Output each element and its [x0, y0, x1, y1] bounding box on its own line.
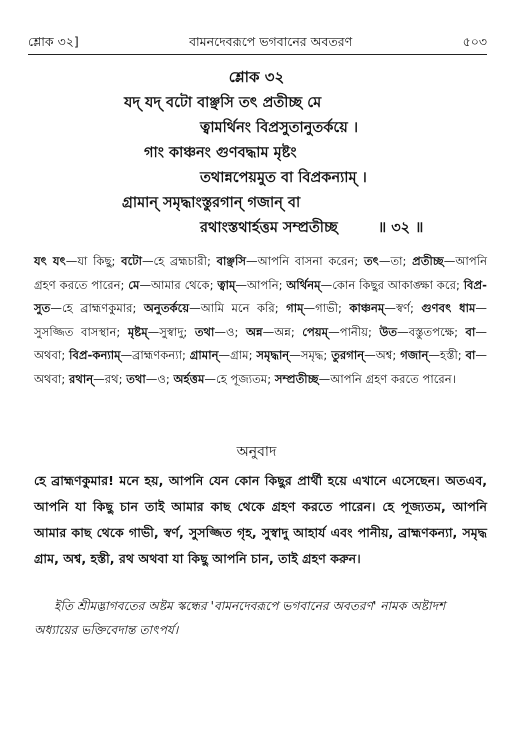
synonym-meaning: —হস্তী; — [428, 348, 466, 363]
synonym-word: যৎ যৎ — [34, 254, 66, 268]
synonym-meaning: —হে পূজ্যতম; — [204, 371, 275, 386]
header-rule — [28, 54, 487, 55]
synonym-meaning: —ও; — [214, 324, 246, 339]
verse-line-3: গাং কাঞ্চনং গুণবদ্ধাম মৃষ্টং — [144, 145, 297, 161]
synonym-word: অন্ন — [245, 324, 263, 339]
verse-line-5: গ্রামান্ সমৃদ্ধাংস্তুরগান্ গজান্ বা — [122, 195, 301, 211]
synonym-meaning: —সমৃদ্ধ; — [289, 348, 332, 363]
synonym-word: কাঞ্চনম্ — [349, 301, 385, 316]
synonym-word: গাম্ — [286, 301, 304, 316]
synonym-meaning: —অথবা; — [34, 348, 487, 386]
translation-text: হে ব্রাহ্মণকুমার! মনে হয়, আপনি যেন কোন কিছুর প্রার্থী হয়ে এখানে এসেছেন। অতএব, আপনি যা কিছু চান তাই আমার কাছ থেকে গ্রহণ করতে পারেন। হে পূজ্যতম, আপনি আমার কাছ থেকে গাভী, স্বর্ণ, সুসজ্জিত গৃহ, সুস্বাদু আহার্য এবং পানীয়, ব্রাহ্মণকন্যা, সমৃদ্ধ গ্রাম, অশ্ব, হস্তী, রথ অথবা যা কিছু আপনি চান, তাই গ্রহণ করুন। — [34, 473, 487, 566]
synonym-word: তৎ — [363, 254, 379, 268]
synonym-word: তুরগান্ — [331, 348, 365, 363]
synonym-word: মে — [128, 277, 140, 292]
synonym-meaning: —অশ্ব; — [364, 348, 401, 363]
synonym-word: সমৃদ্ধান্ — [256, 348, 290, 363]
word-for-word-synonyms — [34, 250, 487, 392]
synonym-meaning: —পানীয়; — [328, 324, 380, 339]
translation-heading: অনুবাদ — [236, 444, 277, 460]
synonym-meaning: —কোন কিছুর আকাঙ্ক্ষা করে; — [320, 277, 464, 292]
header-chapter-title: বামনদেবরূপে ভগবানের অবতরণ — [189, 34, 353, 49]
running-header — [28, 34, 487, 54]
synonym-word: তথা — [194, 324, 215, 339]
synonym-meaning: —আপনি গ্রহণ করতে পারেন; — [34, 254, 488, 292]
synonym-word: অর্থিনম্ — [286, 277, 321, 292]
synonym-meaning: —আপনি গ্রহণ করতে পারেন। — [318, 371, 456, 386]
synonym-meaning: —ও; — [145, 371, 174, 386]
synonym-word: উত — [379, 324, 398, 339]
synonym-meaning: —যা কিছু; — [65, 254, 122, 268]
synonym-meaning: —রথ; — [93, 371, 127, 386]
synonym-word: ত্বাম্ — [217, 277, 236, 292]
synonym-word: গজান্ — [400, 348, 429, 363]
verse-line-1: যদ্ যদ্ বটো বাঞ্ছসি তৎ প্রতীচ্ছ মে — [124, 95, 322, 111]
synonym-meaning: —গাভী; — [303, 301, 350, 316]
synonym-word: বা — [465, 324, 476, 339]
synonym-word: প্রতীচ্ছ — [412, 254, 444, 268]
synonym-word: বা — [465, 348, 476, 363]
verse-line-4: তথান্নপেয়মুত বা বিপ্রকন্যাম্ । — [200, 170, 367, 186]
synonym-meaning: —আমার থেকে; — [139, 277, 218, 292]
synonym-meaning: —হে ব্রাহ্মণকুমার; — [50, 301, 144, 316]
synonym-meaning: —গ্রাম; — [218, 348, 257, 363]
header-verse-ref: শ্লোক ৩২] — [28, 34, 79, 49]
synonym-word: বিপ্র-সুত — [34, 277, 487, 316]
synonym-word: পেয়ম্ — [302, 324, 329, 339]
synonym-word: গুণবৎ ধাম — [421, 301, 476, 316]
synonym-meaning: —অথবা; — [34, 324, 487, 363]
synonym-word: অর্হত্তম — [173, 371, 205, 386]
synonym-word: গ্রামান্ — [189, 348, 219, 363]
synonym-meaning: —আপনি বাসনা করেন; — [245, 254, 364, 268]
synonym-meaning: —অন্ন; — [262, 324, 303, 339]
chapter-end-note: ইতি শ্রীমদ্ভাগবতের অষ্টম স্কন্ধের 'বামনদেবরূপে ভগবানের অবতরণ' নামক অষ্টাদশ অধ্যায়ের ভক্তিবেদান্ত তাৎপর্য। — [34, 599, 446, 637]
synonym-word: সম্প্রতীচ্ছ — [274, 371, 319, 386]
synonym-word: বটো — [121, 254, 142, 268]
verse-line-2: ত্বামর্থিনং বিপ্রসুতানুতর্কয়ে । — [200, 120, 359, 136]
page-number: ৫০৩ — [462, 34, 487, 49]
synonym-word: রথান্ — [68, 371, 94, 386]
synonym-meaning: —আমি মনে করি; — [189, 301, 287, 316]
synonym-meaning: —ব্রাহ্মণকন্যা; — [120, 348, 190, 363]
sanskrit-verse — [0, 92, 513, 242]
synonym-meaning: —সুস্বাদু; — [147, 324, 195, 339]
verse-number: ॥ ৩২ ॥ — [378, 220, 424, 236]
verse-line-6: রথাংস্তথার্হত্তম সম্প্রতীচ্ছ — [200, 220, 338, 236]
synonym-word: বাঞ্ছসি — [216, 254, 246, 268]
synonym-meaning: —তা; — [378, 254, 413, 268]
synonym-word: অনুতর্কয়ে — [143, 301, 190, 316]
synonym-word: বিপ্র-কন্যাম্ — [69, 348, 121, 363]
synonym-meaning: —আপনি; — [235, 277, 287, 292]
synonym-word: তথা — [126, 371, 146, 386]
verse-title: শ্লোক ৩২ — [228, 68, 285, 86]
synonym-meaning: —সুসজ্জিত বাসস্থান; — [34, 301, 488, 339]
synonym-meaning: —স্বর্ণ; — [384, 301, 422, 316]
synonym-meaning: —হে ব্রহ্মচারী; — [141, 254, 217, 268]
synonym-meaning: —বস্তুতপক্ষে; — [397, 324, 466, 339]
synonym-word: মৃষ্টম্ — [127, 324, 148, 339]
